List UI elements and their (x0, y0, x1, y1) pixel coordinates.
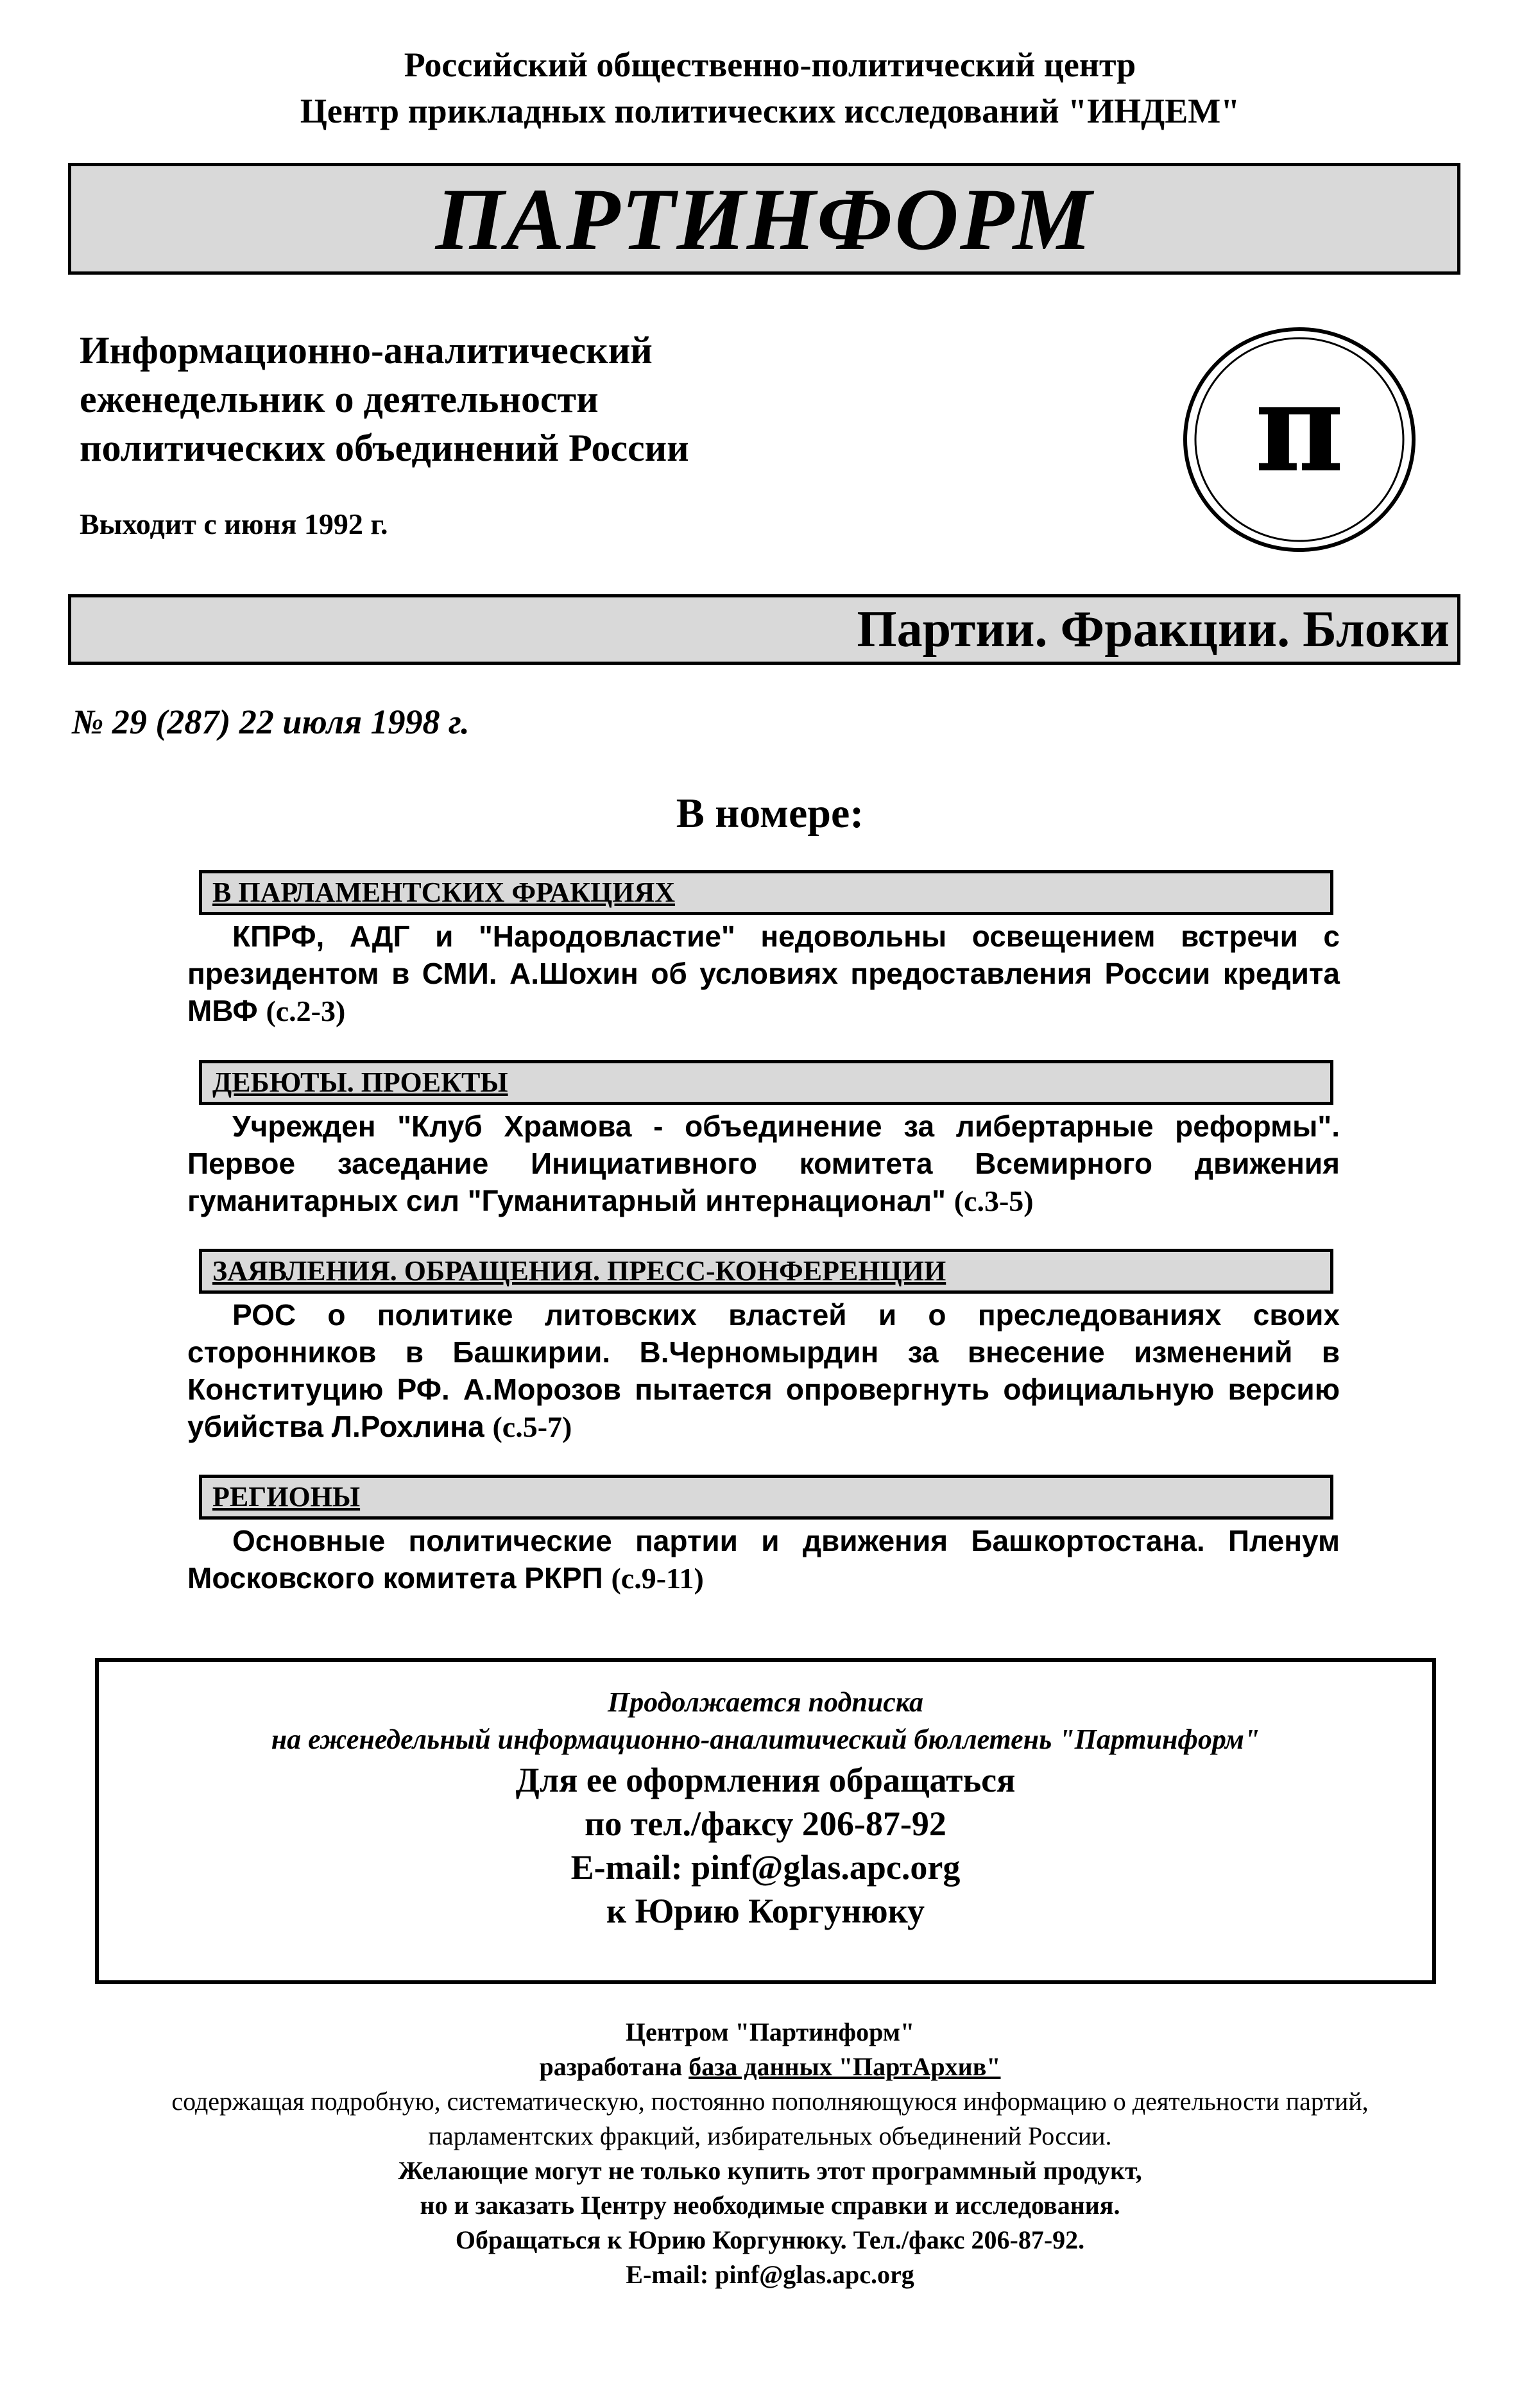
section-pages: (с.2-3) (266, 995, 346, 1027)
organization-line-1: Российский общественно-политический центр (404, 46, 1136, 84)
section-pages: (с.5-7) (492, 1410, 572, 1443)
footer-line: содержащая подробную, систематическую, постоянно пополняющуюся информацию о деятельности партий, (171, 2087, 1369, 2116)
pi-logo-icon (1181, 324, 1418, 555)
footer-line: Желающие могут не только купить этот программный продукт, (398, 2156, 1142, 2185)
section-summary (187, 918, 1340, 1030)
rubric-box (68, 594, 1460, 665)
organization-line-2: Центр прикладных политических исследований "ИНДЕМ" (300, 92, 1240, 130)
subscription-line: на еженедельный информационно-аналитический бюллетень "Партинформ" (271, 1724, 1260, 1755)
since-date: Выходит с июня 1992 г. (80, 508, 388, 540)
section-heading: В ПАРЛАМЕНТСКИХ ФРАКЦИЯХ (199, 870, 1333, 915)
footer-line (0, 2050, 1540, 2084)
rubric-title: Партии. Фракции. Блоки (857, 601, 1450, 658)
footer-email: E-mail: pinf@glas.apc.org (626, 2260, 914, 2289)
subscription-line: Продолжается подписка (607, 1686, 924, 1718)
section-text: КПРФ, АДГ и "Народовластие" недовольны освещением встречи с президентом в СМИ. А.Шохин об условиях предоставления России кредита МВФ (187, 920, 1340, 1027)
footer-line: но и заказать Центру необходимые справки и исследования. (420, 2191, 1120, 2220)
subscription-box (95, 1658, 1436, 1984)
section-heading: ЗАЯВЛЕНИЯ. ОБРАЩЕНИЯ. ПРЕСС-КОНФЕРЕНЦИИ (199, 1249, 1333, 1294)
footer-line: парламентских фракций, избирательных объединений России. (428, 2121, 1112, 2150)
footer-text: разработана (539, 2052, 689, 2081)
subscription-email: E-mail: pinf@glas.apc.org (570, 1848, 961, 1887)
section-summary (187, 1522, 1340, 1597)
logo-symbol: π (1254, 356, 1344, 499)
section-text: Основные политические партии и движения Башкортостана. Пленум Московского комитета РКРП (187, 1524, 1340, 1595)
subscription-contact: к Юрию Коргунюку (606, 1892, 925, 1930)
section-pages: (с.9-11) (611, 1562, 704, 1595)
masthead-title-box (68, 163, 1460, 275)
masthead-title: ПАРТИНФОРМ (435, 169, 1093, 268)
database-link[interactable]: база данных "ПартАрхив" (689, 2052, 1001, 2081)
masthead-description (80, 326, 689, 472)
section-heading: РЕГИОНЫ (199, 1475, 1333, 1520)
contents-heading: В номере: (676, 790, 864, 837)
subscription-line: Для ее оформления обращаться (515, 1761, 1016, 1799)
issue-number: № 29 (287) 22 июля 1998 г. (72, 703, 470, 741)
section-summary (187, 1296, 1340, 1446)
section-text: Учрежден "Клуб Храмова - объединение за либертарные реформы". Первое заседание Инициативного комитета Всемирного движения гуманитарных сил "Гуманитарный интернационал" (187, 1110, 1340, 1217)
description-line: еженедельник о деятельности (80, 378, 599, 420)
section-text: РОС о политике литовских властей и о преследованиях своих сторонников в Башкирии. В.Черномырдин за внесение изменений в Конституцию РФ. А.Морозов пытается опровергнуть официальную версию убийства Л.Рохлина (187, 1298, 1340, 1443)
description-line: Информационно-аналитический (80, 329, 653, 372)
section-pages: (с.3-5) (954, 1185, 1034, 1217)
footer-line: Центром "Партинформ" (625, 2018, 915, 2046)
description-line: политических объединений России (80, 427, 689, 469)
section-heading: ДЕБЮТЫ. ПРОЕКТЫ (199, 1060, 1333, 1105)
footer (0, 2015, 1540, 2292)
footer-line: Обращаться к Юрию Коргунюку. Тел./факс 206-87-92. (455, 2225, 1085, 2254)
section-summary (187, 1108, 1340, 1220)
subscription-phone: по тел./факсу 206-87-92 (585, 1804, 946, 1843)
